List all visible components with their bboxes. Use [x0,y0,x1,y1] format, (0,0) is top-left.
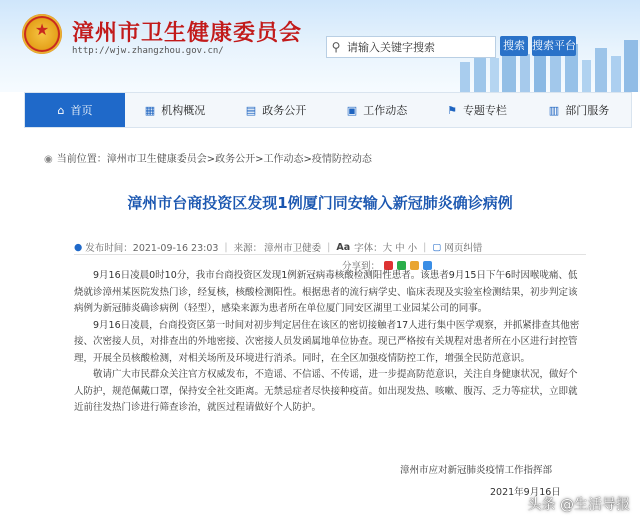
article-body [74,268,586,417]
nav-item-home[interactable] [25,93,125,127]
nav-item-label: 首页 [70,104,93,117]
error-report-icon: ▢ [432,241,442,253]
meta-separator: | [224,241,228,253]
article-paragraph: 9月16日凌晨0时10分，我市台商投资区发现1例新冠病毒核酸检测阳性患者。该患者9月15日下午6时因喉咙痛、低烧就诊漳州某医院发热门诊，经复核，核酸检测阳性。根据患者的流行病学史、临床表现及实验室检测结果，初步判定该病例为新冠肺炎确诊病例（轻型），感染来源为患者所在单位厦门同安区湖里工业园某公司的同事。 [74,270,578,314]
nav-item-work-news[interactable] [327,93,427,127]
search-box[interactable] [326,36,496,58]
clock-icon: ● [74,241,83,253]
nav-item-org[interactable] [125,93,225,127]
location-pin-icon: ◉ [44,154,53,165]
nav-item-topics[interactable] [427,93,527,127]
national-emblem-logo: ★ [22,14,62,54]
site-header [0,0,640,92]
article-title: 漳州市台商投资区发现1例厦门同安输入新冠肺炎确诊病例 [127,194,513,212]
site-url: http://wjw.zhangzhou.gov.cn/ [72,46,224,56]
meta-divider [74,254,586,255]
article-paragraph: 敬请广大市民群众关注官方权威发布，不造谣、不信谣、不传谣，进一步提高防范意识，关注自身健康状况，做好个人防护，规范佩戴口罩，保持安全社交距离。无禁忌症者尽快接种疫苗。如出现发热、咳嗽、腹泻、乏力等症状，立即就近前往发热门诊进行筛查诊治，就医过程请做好个人防护。 [74,369,578,413]
article-paragraph: 9月16日凌晨，台商投资区第一时间对初步判定居住在该区的密切接触者17人进行集中医学观察，并抓紧排查其他密接、次密接人员，对排查出的外地密接、次密接人员发函属地单位协查。现已严格按有关规程对患者所在小区进行封控管理，开展全员核酸检测，对相关场所及环境进行消杀。同时，在全区加强疫情防控工作，增强全民防范意识。 [74,319,580,364]
flag-icon: ⚑ [447,103,457,117]
article-signature: 漳州市应对新冠肺炎疫情工作指挥部 [399,465,552,476]
article-meta [74,240,482,254]
breadcrumb-prefix: 当前位置： [56,154,107,165]
font-size-prefix: 字体： [354,243,383,254]
breadcrumb [44,150,372,165]
nav-item-services[interactable] [527,93,631,127]
search-button[interactable]: 搜索 [500,36,528,56]
main-nav [24,92,632,128]
home-icon: ⌂ [57,103,65,117]
source-value: 漳州市卫健委 [264,243,322,254]
share-label: 分享到： [342,261,381,272]
breadcrumb-path[interactable]: 漳州市卫生健康委员会>政务公开>工作动态>疫情防控动态 [106,154,372,165]
font-size-icon: Aa [336,241,351,253]
meta-separator: | [327,241,331,253]
article-date: 2021年9月16日 [490,487,561,498]
service-icon: ▥ [548,103,560,117]
toutiao-watermark: 头条 @生活导报 [527,497,630,513]
nav-item-label: 专题专栏 [462,104,507,117]
nav-item-label: 政务公开 [262,104,307,117]
search-input[interactable] [345,40,489,55]
nav-item-label: 机构概况 [161,104,206,117]
nav-item-label: 部门服务 [565,104,610,117]
nav-item-label: 工作动态 [363,104,408,117]
nav-item-public-affairs[interactable] [225,93,327,127]
publish-time: 发布时间：2021-09-16 23:03 [85,243,219,254]
briefcase-icon: ▣ [346,103,358,117]
search-icon: ⚲ [331,40,341,54]
font-size-options[interactable]: 大 中 小 [382,243,418,254]
search-platform-button[interactable]: 搜索平台 [532,36,576,56]
source-label: 来源： [233,243,263,254]
folder-icon: ▤ [245,103,257,117]
error-report-link[interactable]: 网页纠错 [444,243,483,254]
site-title[interactable]: 漳州市卫生健康委员会 [72,21,303,46]
building-icon: ▦ [144,103,156,117]
meta-separator: | [423,241,427,253]
